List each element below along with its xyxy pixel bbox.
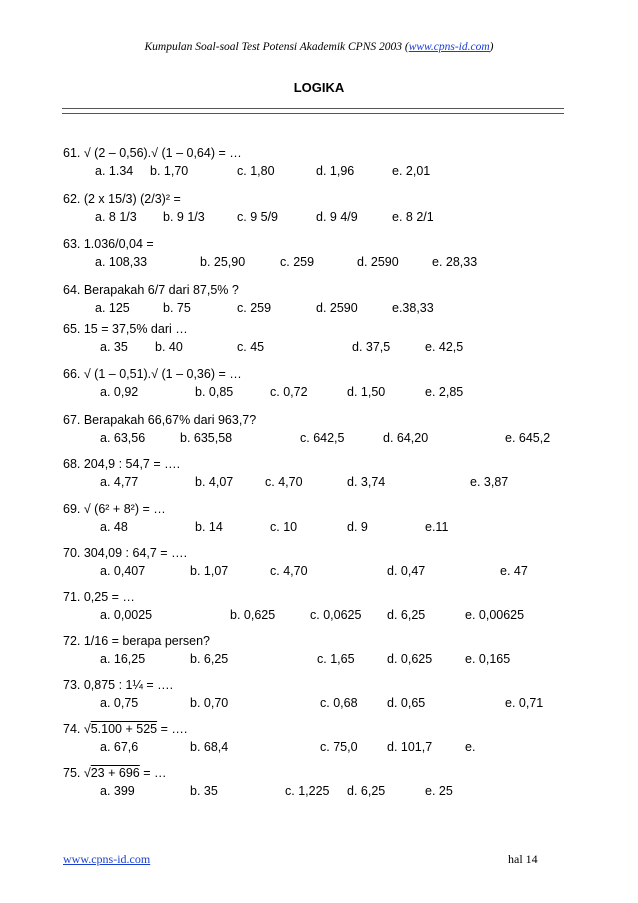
answer-option: d. 64,20 [383,431,429,445]
answer-option: a. 0,75 [100,696,139,710]
answer-option: a. 0,0025 [100,608,153,622]
header-rule [62,108,564,109]
answer-option: c. 9 5/9 [237,210,278,224]
answer-option: b. 6,25 [190,652,229,666]
answer-option: b. 9 1/3 [163,210,205,224]
answer-option: e. 0,165 [465,652,511,666]
question-text: 71. 0,25 = … [63,590,135,604]
page-number: hal 14 [508,852,538,866]
radicand: 23 + 696 [90,766,140,780]
answer-option: b. 14 [195,520,223,534]
answer-option: d. 37,5 [352,340,391,354]
answer-option: c. 642,5 [300,431,345,445]
answer-option: d. 2590 [357,255,399,269]
question-text: 66. √ (1 – 0,51).√ (1 – 0,36) = … [63,367,242,381]
answer-option: e.11 [425,520,449,534]
page-header: Kumpulan Soal-soal Test Potensi Akademik CPNS 2003 (www.cpns-id.com) [144,41,494,53]
answer-option: c. 1,225 [285,784,330,798]
question-prefix: 75. √ [63,766,91,780]
answer-option: a. 0,92 [100,385,139,399]
answer-option: a. 0,407 [100,564,146,578]
answer-option: c. 4,70 [270,564,308,578]
answer-option: d. 2590 [316,301,358,315]
answer-option: e. 2,01 [392,164,431,178]
answer-option: c. 1,80 [237,164,275,178]
answer-option: a. 35 [100,340,128,354]
answer-option: c. 4,70 [265,475,303,489]
answer-option: b. 0,85 [195,385,234,399]
question-prefix: 74. √ [63,722,91,736]
answer-option: c. 0,0625 [310,608,362,622]
answer-option: e. 47 [500,564,528,578]
answer-option: c. 259 [280,255,315,269]
answer-option: c. 45 [237,340,265,354]
header-link[interactable]: www.cpns-id.com [408,41,490,53]
answer-option: a. 125 [95,301,130,315]
question-text: 70. 304,09 : 64,7 = …. [63,546,188,560]
answer-option: b. 635,58 [180,431,233,445]
answer-option: b. 75 [163,301,191,315]
answer-option: c. 75,0 [320,740,358,754]
question-text: 61. √ (2 – 0,56).√ (1 – 0,64) = … [63,146,242,160]
answer-option: e. 0,00625 [465,608,525,622]
answer-option: a. 1.34 [95,164,134,178]
answer-option: c. 0,68 [320,696,358,710]
answer-option: d. 6,25 [387,608,426,622]
answer-option: e. 28,33 [432,255,478,269]
answer-option: a. 48 [100,520,128,534]
question-text [63,766,166,780]
answer-option: d. 101,7 [387,740,433,754]
answer-option: c. 1,65 [317,652,355,666]
footer-link[interactable]: www.cpns-id.com [63,852,151,866]
question-text: 63. 1.036/0,04 = [63,237,154,251]
answer-option: d. 3,74 [347,475,386,489]
answer-option: b. 0,70 [190,696,229,710]
answer-option: e.38,33 [392,301,434,315]
answer-option: b. 68,4 [190,740,229,754]
question-text: 68. 204,9 : 54,7 = …. [63,457,181,471]
answer-option: d. 1,96 [316,164,355,178]
answer-option: c. 0,72 [270,385,308,399]
answer-option: e. 2,85 [425,385,464,399]
question-text: 69. √ (6² + 8²) = … [63,502,166,516]
answer-option: b. 40 [155,340,183,354]
answer-option: d. 9 [347,520,368,534]
question-suffix: = …. [157,722,188,736]
answer-option: b. 4,07 [195,475,234,489]
answer-option: e. 0,71 [505,696,544,710]
radicand: 5.100 + 525 [90,722,158,736]
answer-option: b. 1,07 [190,564,229,578]
answer-option: e. 42,5 [425,340,464,354]
answer-option: a. 399 [100,784,135,798]
question-text: 65. 15 = 37,5% dari … [63,322,188,336]
answer-option: c. 10 [270,520,298,534]
answer-option: a. 8 1/3 [95,210,137,224]
answer-option: e. 645,2 [505,431,551,445]
answer-option: d. 1,50 [347,385,386,399]
answer-option: d. 9 4/9 [316,210,358,224]
question-text: 67. Berapakah 66,67% dari 963,7? [63,413,257,427]
answer-option: c. 259 [237,301,272,315]
answer-option: b. 35 [190,784,218,798]
answer-option: b. 0,625 [230,608,276,622]
answer-option: a. 67,6 [100,740,139,754]
answer-option: e. [465,740,476,754]
question-text: 64. Berapakah 6/7 dari 87,5% ? [63,283,239,297]
page-title: LOGIKA [293,80,345,95]
answer-option: a. 63,56 [100,431,146,445]
answer-option: d. 6,25 [347,784,386,798]
answer-option: d. 0,65 [387,696,426,710]
answer-option: b. 25,90 [200,255,246,269]
header-text: Kumpulan Soal-soal Test Potensi Akademik CPNS 2003 [144,41,402,53]
answer-option: b. 1,70 [150,164,189,178]
question-text [63,722,187,736]
question-text: 72. 1/16 = berapa persen? [63,634,210,648]
header-rule-double [62,113,564,114]
answer-option: d. 0,47 [387,564,426,578]
question-text: 73. 0,875 : 1¼ = …. [63,678,174,692]
answer-option: e. 3,87 [470,475,509,489]
answer-option: a. 4,77 [100,475,139,489]
question-suffix: = … [139,766,167,780]
answer-option: a. 108,33 [95,255,148,269]
answer-option: e. 25 [425,784,453,798]
answer-option: e. 8 2/1 [392,210,434,224]
answer-option: a. 16,25 [100,652,146,666]
question-text: 62. (2 x 15/3) (2/3)² = [63,192,181,206]
answer-option: d. 0,625 [387,652,433,666]
